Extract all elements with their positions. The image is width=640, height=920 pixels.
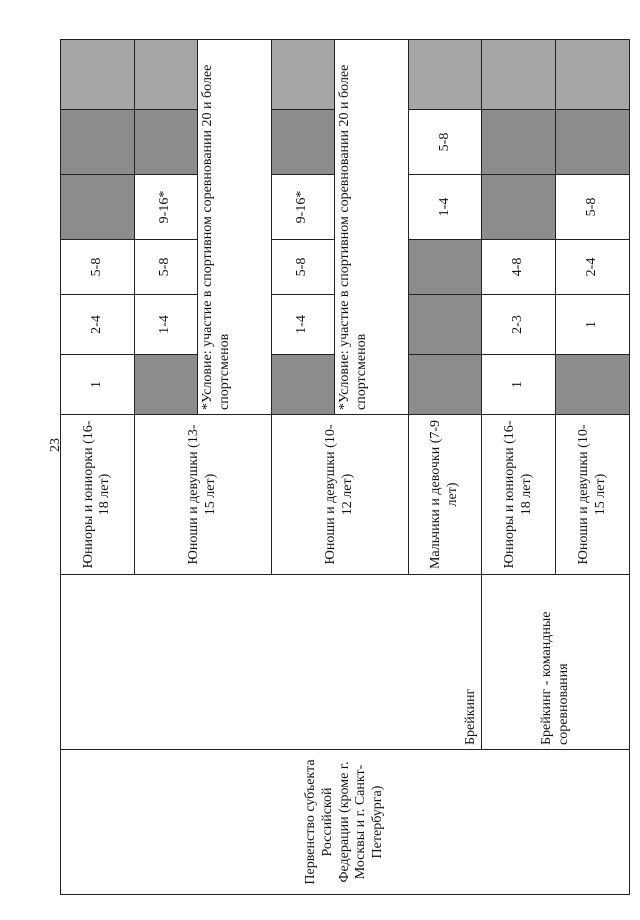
place-cell: 9-16* <box>134 175 197 240</box>
competition-level-cell: Первенство субъекта Российской Федерации (кроме г. Москвы и г. Санкт-Петербурга) <box>61 750 630 895</box>
condition-note: *Условие: участие в спортивном соревновании 20 и более спортсменов <box>197 40 271 415</box>
place-cell: 5-8 <box>134 240 197 295</box>
shaded-cell <box>482 110 556 175</box>
discipline-breaking-team-cell: Брейкинг - командные соревнования <box>482 575 630 750</box>
discipline-breaking-cell: Брейкинг <box>61 575 482 750</box>
age-group-cell: Юниоры и юниорки (16-18 лет) <box>61 415 135 575</box>
place-cell: 5-8 <box>408 110 482 175</box>
shaded-cell <box>408 240 482 295</box>
age-group-cell: Мальчики и девочки (7-9 лет) <box>408 415 482 575</box>
ranking-table <box>60 39 630 895</box>
place-cell: 1 <box>482 355 556 415</box>
place-cell: 2-3 <box>482 295 556 355</box>
shaded-cell <box>134 110 197 175</box>
place-cell: 1 <box>556 295 630 355</box>
shaded-cell <box>482 175 556 240</box>
shaded-cell <box>556 40 630 110</box>
age-group-cell: Юноши и девушки (10-12 лет) <box>271 415 408 575</box>
age-group-cell: Юноши и девушки (13-15 лет) <box>134 415 271 575</box>
shaded-cell <box>134 355 197 415</box>
page-number: 23 <box>48 438 63 452</box>
place-cell: 5-8 <box>556 175 630 240</box>
shaded-cell <box>408 355 482 415</box>
shaded-cell <box>61 110 135 175</box>
shaded-cell <box>556 110 630 175</box>
place-cell: 2-4 <box>61 295 135 355</box>
place-cell: 5-8 <box>61 240 135 295</box>
shaded-cell <box>408 40 482 110</box>
place-cell: 4-8 <box>482 240 556 295</box>
place-cell: 9-16* <box>271 175 334 240</box>
age-group-cell: Юноши и девушки (10-15 лет) <box>556 415 630 575</box>
shaded-cell <box>408 295 482 355</box>
condition-note: *Условие: участие в спортивном соревновании 20 и более спортсменов <box>334 40 408 415</box>
place-cell: 1-4 <box>271 295 334 355</box>
place-cell: 5-8 <box>271 240 334 295</box>
place-cell: 1 <box>61 355 135 415</box>
shaded-cell <box>482 40 556 110</box>
table-row <box>61 40 135 895</box>
place-cell: 1-4 <box>408 175 482 240</box>
shaded-cell <box>271 355 334 415</box>
shaded-cell <box>61 175 135 240</box>
shaded-cell <box>61 40 135 110</box>
shaded-cell <box>134 40 197 110</box>
shaded-cell <box>271 110 334 175</box>
place-cell: 1-4 <box>134 295 197 355</box>
place-cell: 2-4 <box>556 240 630 295</box>
shaded-cell <box>556 355 630 415</box>
rotated-table-container <box>60 40 630 895</box>
shaded-cell <box>271 40 334 110</box>
age-group-cell: Юниоры и юниорки (16-18 лет) <box>482 415 556 575</box>
